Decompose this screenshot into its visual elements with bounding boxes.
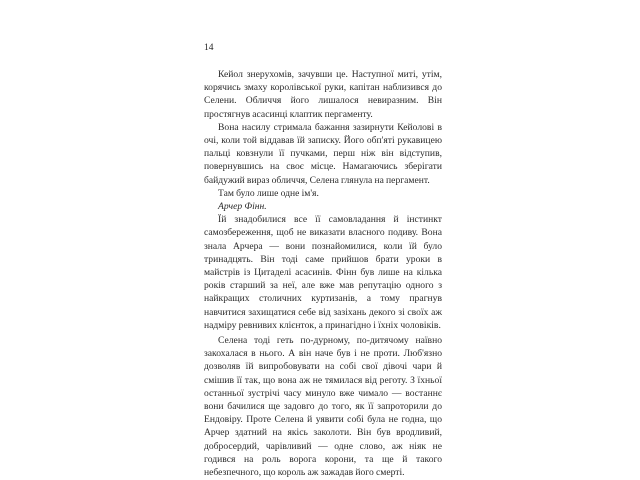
paragraph-6: Селена тоді геть по-дурному, по-дитячому наївно закохалася в нього. А він наче був і не проти. Люб'язно дозволяв їй випробовувати на собі свої дівочі чари й смішив її так, що вона аж не тямилася від реготу. З їхньої останньої зустрічі часу минуло вже чимало — востаннє вони бачилися ще задовго до того, як її запроторили до Ендовіру. Проте Селена й уявити собі була не годна, що Арчер здатний на якісь заколоти. Він був вродливий, добросердий, чарівливий — одне слово, аж ніяк не годився на роль ворога корони, та ще й такого небезпечного, що король аж зажадав його смерті. — [204, 335, 442, 479]
paragraph-1: Кейол знерухомів, зачувши це. Наступної миті, утім, корячись змаху королівської руки, капітан наблизився до Селени. Обличчя його лишалося невиразним. Він простягнув асасинці клаптик пергаменту. — [204, 69, 442, 120]
page-number: 14 — [204, 43, 214, 53]
paragraph-4: Арчер Фінн. — [218, 201, 267, 213]
paragraph-5: Їй знадобилися все її самовладання й інстинкт самозбереження, щоб не виказати власного подиву. Вона знала Арчера — вони познайомилися, коли їй було тринадцять. Він тоді саме прийшов брати уроки в майстрів із Цитаделі асасинів. Фінн був лише на кілька років старший за неї, але вже мав репутацію одного з найкращих столичних куртизанів, а тому прагнув навчитися захищатися себе від зазіхань декого зі своїх аж надміру ревнивих клієнток, а принагідно і їхніх чоловіків. — [204, 214, 442, 331]
paragraph-2: Вона насилу стримала бажання зазирнути Кейолові в очі, коли той віддавав їй записку. Його обп'яті рукавицею пальці ковзнули її пучками, перш ніж він відступив, повернувшись на своє місце. Намагаючись зберігати байдужий вираз обличчя, Селена глянула на пергамент. — [204, 121, 442, 186]
body-text — [204, 68, 442, 479]
paragraph-3: Там було лише одне ім'я. — [218, 187, 319, 199]
